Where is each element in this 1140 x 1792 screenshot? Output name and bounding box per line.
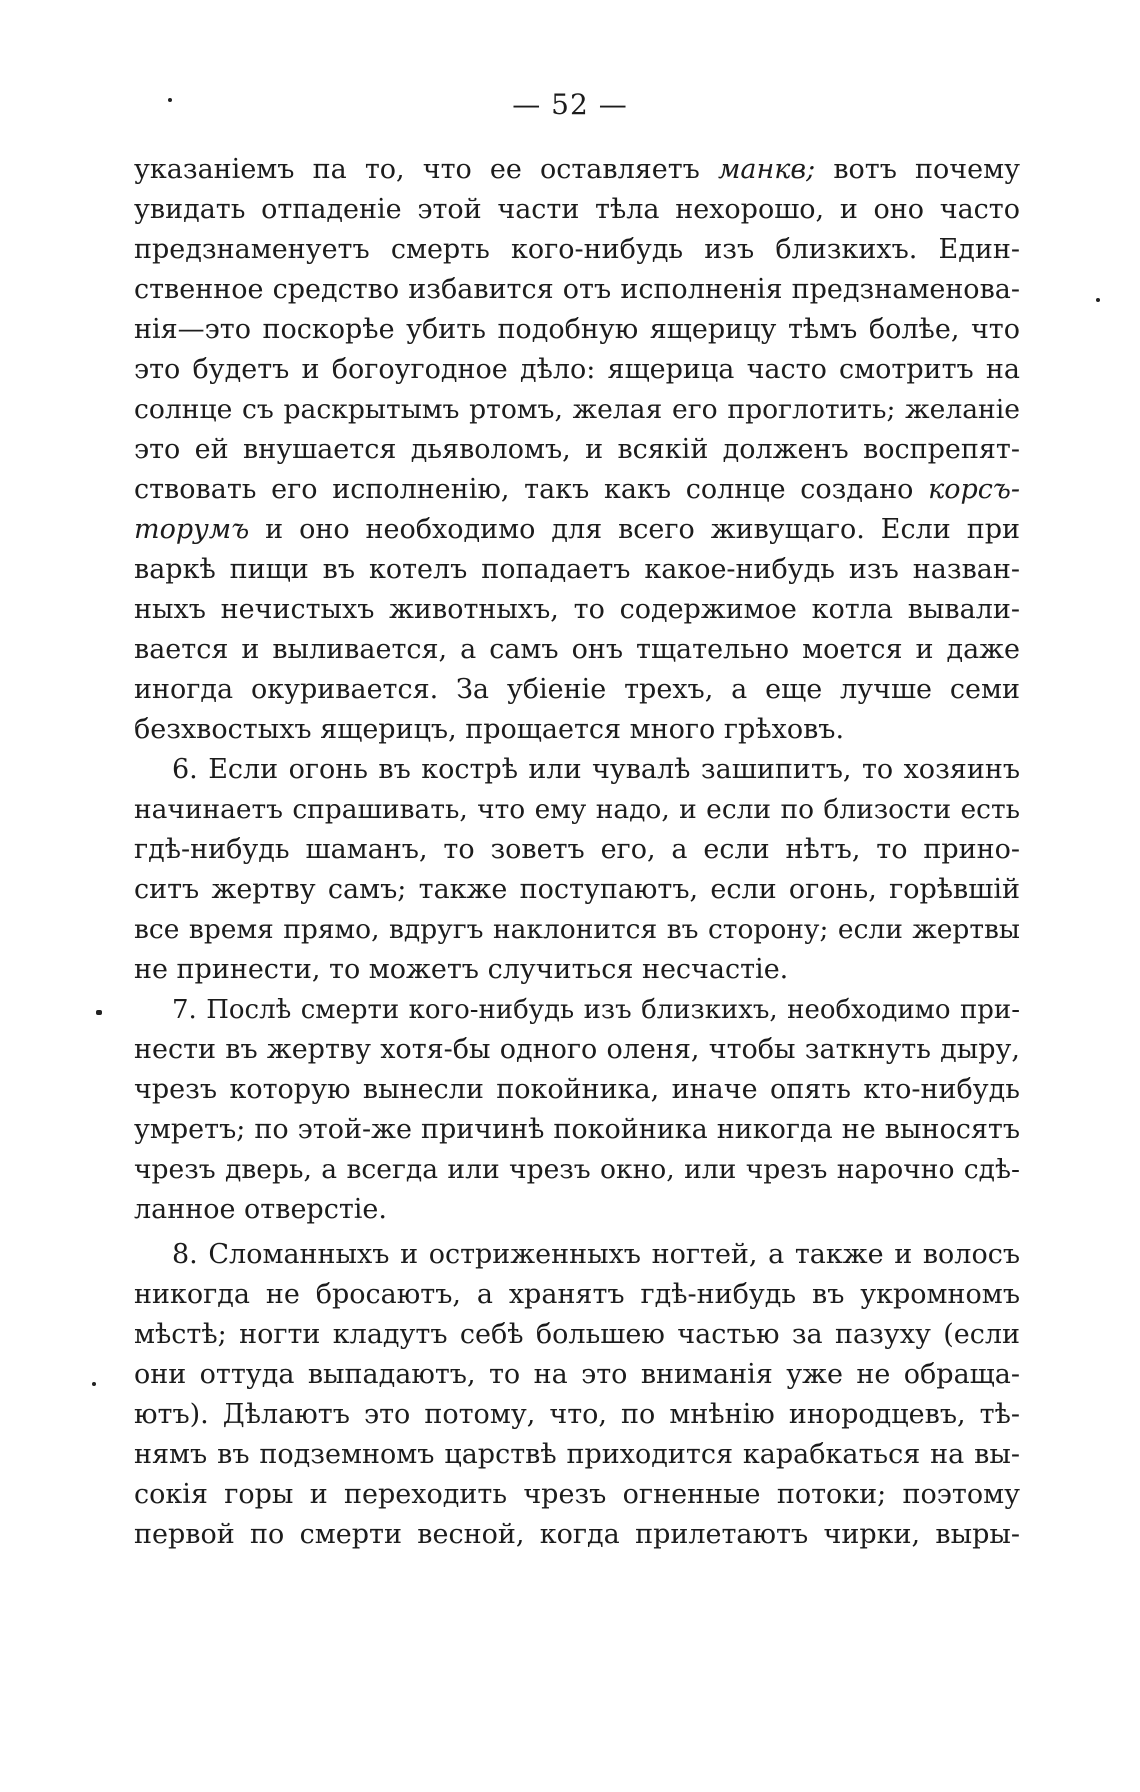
- print-speck: [96, 1010, 102, 1015]
- text-line: они оттуда выпадаютъ, то на это вниманія уже не обраща-: [134, 1359, 1020, 1390]
- text-line: чрезъ которую вынесли покойника, иначе опять кто-нибудь: [134, 1074, 1020, 1105]
- text-line: нести въ жертву хотя-бы одного оленя, чтобы заткнуть дыру,: [134, 1034, 1020, 1065]
- text-line: торумъ и оно необходимо для всего живущаго. Если при: [134, 514, 1020, 545]
- text-line: гдѣ-нибудь шаманъ, то зоветъ его, а если нѣтъ, то прино-: [134, 834, 1020, 865]
- text-line: ствовать его исполненію, такъ какъ солнце создано корсъ-: [134, 474, 1020, 505]
- text-line: это ей внушается дьяволомъ, и всякій долженъ воспрепят-: [134, 434, 1020, 465]
- text-line: все время прямо, вдругъ наклонится въ сторону; если жертвы: [134, 914, 1020, 945]
- print-speck: [1096, 298, 1100, 302]
- text-line: варкѣ пищи въ котелъ попадаетъ какое-нибудь изъ назван-: [134, 554, 1020, 585]
- body-text: [134, 150, 1020, 1555]
- italic-term: манкв;: [717, 154, 816, 185]
- text-line: умретъ; по этой-же причинѣ покойника никогда не выносятъ: [134, 1114, 1020, 1145]
- text-line: ственное средство избавится отъ исполненія предзнаменова-: [134, 274, 1020, 305]
- print-speck: [168, 98, 172, 102]
- page-number: — 52 —: [512, 88, 628, 121]
- text-line: мѣстѣ; ногти кладутъ себѣ большею частью за пазуху (если: [134, 1319, 1020, 1350]
- text-line: нямъ въ подземномъ царствѣ приходится карабкаться на вы-: [134, 1439, 1020, 1470]
- italic-term: корсъ-: [928, 474, 1020, 505]
- paragraph-8-start: 8. Сломанныхъ и остриженныхъ ногтей, а также и волосъ: [172, 1239, 1020, 1270]
- text-line: ситъ жертву самъ; также поступаютъ, если огонь, горѣвшій: [134, 874, 1020, 905]
- text-line: увидать отпаденіе этой части тѣла нехорошо, и оно часто: [134, 194, 1020, 225]
- text-line: первой по смерти весной, когда прилетаютъ чирки, выры-: [134, 1519, 1020, 1550]
- text-line: иногда окуривается. За убіеніе трехъ, а еще лучше семи: [134, 674, 1020, 705]
- italic-term: торумъ: [134, 514, 250, 545]
- text-line: ныхъ нечистыхъ животныхъ, то содержимое котла вывали-: [134, 594, 1020, 625]
- text-line: ютъ). Дѣлаютъ это потому, что, по мнѣнію инородцевъ, тѣ-: [134, 1399, 1020, 1430]
- paragraph-7-start: 7. Послѣ смерти кого-нибудь изъ близкихъ, необходимо при-: [172, 995, 1020, 1025]
- text-line: не принести, то можетъ случиться несчастіе.: [134, 954, 789, 985]
- text-line: сокія горы и переходить чрезъ огненные потоки; поэтому: [134, 1479, 1020, 1510]
- text-line: ланное отверстіе.: [134, 1194, 387, 1225]
- text-line: никогда не бросаютъ, а хранятъ гдѣ-нибудь въ укромномъ: [134, 1279, 1020, 1310]
- text-line: это будетъ и богоугодное дѣло: ящерица часто смотритъ на: [134, 354, 1020, 385]
- text-line: начинаетъ спрашивать, что ему надо, и если по близости есть: [134, 794, 1020, 825]
- text-line: безхвостыхъ ящерицъ, прощается много грѣховъ.: [134, 714, 845, 745]
- print-speck: [92, 1382, 96, 1386]
- text-line: солнце съ раскрытымъ ртомъ, желая его проглотить; желаніе: [134, 394, 1020, 425]
- text-line: вается и выливается, а самъ онъ тщательно моется и даже: [134, 634, 1020, 665]
- text-line: нія—это поскорѣе убить подобную ящерицу тѣмъ болѣе, что: [134, 314, 1020, 345]
- paragraph-6-start: 6. Если огонь въ кострѣ или чувалѣ зашипитъ, то хозяинъ: [172, 754, 1020, 785]
- text-line: указаніемъ па то, что ее оставляетъ манкв; вотъ почему: [134, 154, 1020, 185]
- text-line: предзнаменуетъ смерть кого-нибудь изъ близкихъ. Един-: [134, 234, 1020, 265]
- text-line: чрезъ дверь, а всегда или чрезъ окно, или чрезъ нарочно сдѣ-: [134, 1154, 1020, 1185]
